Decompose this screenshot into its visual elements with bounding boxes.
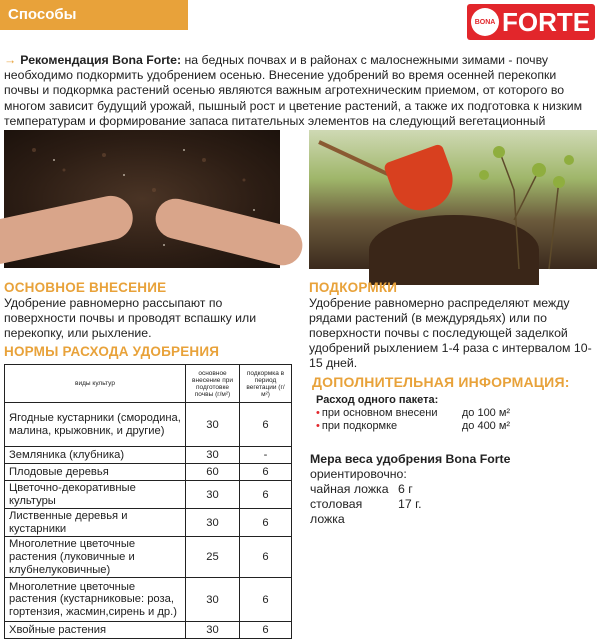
basic-value: 30 [186, 509, 240, 537]
measure-lead: Мера веса удобрения Bona Forte [310, 452, 511, 466]
intro-text: на бедных почвах и в районах с малоснежными зимами - почву необходимо подкормить удобрением осенью. Внесение удобрений во время осенней перекопки почвы и подкормка растений осенью являются важным агротехническим приемом, от которого во многом зависит будущий урожай, пышный рост и цветение растений, а также их подготовка к низким температурам и формирование запаса питательных элементов на следующий вегетационный [4, 53, 583, 128]
bona-forte-logo [467, 4, 595, 40]
package-item-label: при основном внесени [321, 407, 438, 419]
feed-value: 6 [240, 509, 292, 537]
crop-name: Многолетние цветочные растения (луковичные и клубнелуковичные) [5, 537, 186, 578]
table-row [5, 403, 292, 447]
crop-name: Цветочно-декоративные культуры [5, 481, 186, 509]
table-row [5, 537, 292, 578]
package-item [316, 407, 596, 420]
header-crop: виды культур [5, 365, 186, 403]
measure-item [310, 497, 598, 527]
basic-value: 30 [186, 447, 240, 464]
logo-text: FORTE [502, 6, 591, 37]
feeding-title: ПОДКОРМКИ [309, 280, 398, 295]
norms-header-row [5, 365, 292, 403]
feeding-text: Удобрение равномерно распределяют между рядами растений (в междурядьях) или по поверхности почвы с последующей заделкой удобрений рыхлением 1-4 раза с интервалом 10-15 дней. [309, 296, 592, 370]
section-header-title: Способы использования [8, 6, 123, 53]
crop-name: Плодовые деревья [5, 464, 186, 481]
package-item-value: до 100 м² [461, 407, 511, 419]
garden-shovel-photo [309, 130, 597, 269]
measure-item-value: 17 г. [398, 497, 422, 511]
feed-value: 6 [240, 481, 292, 509]
measure-heading [310, 452, 598, 482]
crop-name: Земляника (клубника) [5, 447, 186, 464]
feed-value: 6 [240, 578, 292, 622]
crop-name: Многолетние цветочные растения (кустарниковые: роза, гортензия, жасмин,сирень и др.) [5, 578, 186, 622]
crop-name: Лиственные деревья и кустарники [5, 509, 186, 537]
package-label: Расход одного пакета: [316, 394, 439, 406]
package-info [316, 394, 596, 433]
measure-item [310, 482, 598, 497]
package-item-value: до 400 м² [461, 420, 511, 432]
header-feed: подкормка в период вегетации (г/м²) [240, 365, 292, 403]
section-header-tab [0, 0, 188, 53]
basic-value: 30 [186, 481, 240, 509]
crop-name: Ягодные кустарники (смородина, малина, крыжовник, и другие) [5, 403, 186, 447]
table-row [5, 464, 292, 481]
bullet-icon: • [316, 420, 320, 432]
norms-table [4, 364, 292, 639]
intro-lead: Рекомендация Bona Forte: [20, 53, 182, 67]
measure-tail: ориентировочно: [310, 467, 407, 481]
feed-value: 6 [240, 537, 292, 578]
package-item-label: при подкормке [321, 420, 398, 432]
basic-title: ОСНОВНОЕ ВНЕСЕНИЕ [4, 280, 167, 295]
basic-value: 60 [186, 464, 240, 481]
basic-value: 25 [186, 537, 240, 578]
feed-value: 6 [240, 403, 292, 447]
table-row [5, 622, 292, 639]
feed-value: 6 [240, 622, 292, 639]
table-row [5, 509, 292, 537]
measure-item-label: столовая ложка [310, 497, 363, 526]
bullet-icon: • [316, 407, 320, 419]
measure-info [310, 452, 598, 527]
basic-value: 30 [186, 403, 240, 447]
feed-value: - [240, 447, 292, 464]
measure-item-value: 6 г [398, 482, 413, 496]
basic-text: Удобрение равномерно рассыпают по поверхности почвы и проводят вспашку или перекопку, или рыхление. [4, 296, 257, 340]
arrow-icon: → [4, 53, 17, 67]
crop-name: Хвойные растения [5, 622, 186, 639]
norms-title: НОРМЫ РАСХОДА УДОБРЕНИЯ [4, 344, 220, 359]
plant-stems [309, 130, 597, 269]
table-row [5, 481, 292, 509]
logo-badge: BONA [471, 8, 499, 36]
basic-value: 30 [186, 578, 240, 622]
header-basic: основное внесение при подготовке почвы (г/м²) [186, 365, 240, 403]
basic-value: 30 [186, 622, 240, 639]
table-row [5, 447, 292, 464]
feed-value: 6 [240, 464, 292, 481]
soil-hands-photo [4, 130, 280, 268]
package-item [316, 420, 596, 433]
table-row [5, 578, 292, 622]
measure-item-label: чайная ложка [310, 482, 389, 496]
extra-title: ДОПОЛНИТЕЛЬНАЯ ИНФОРМАЦИЯ: [312, 374, 570, 390]
